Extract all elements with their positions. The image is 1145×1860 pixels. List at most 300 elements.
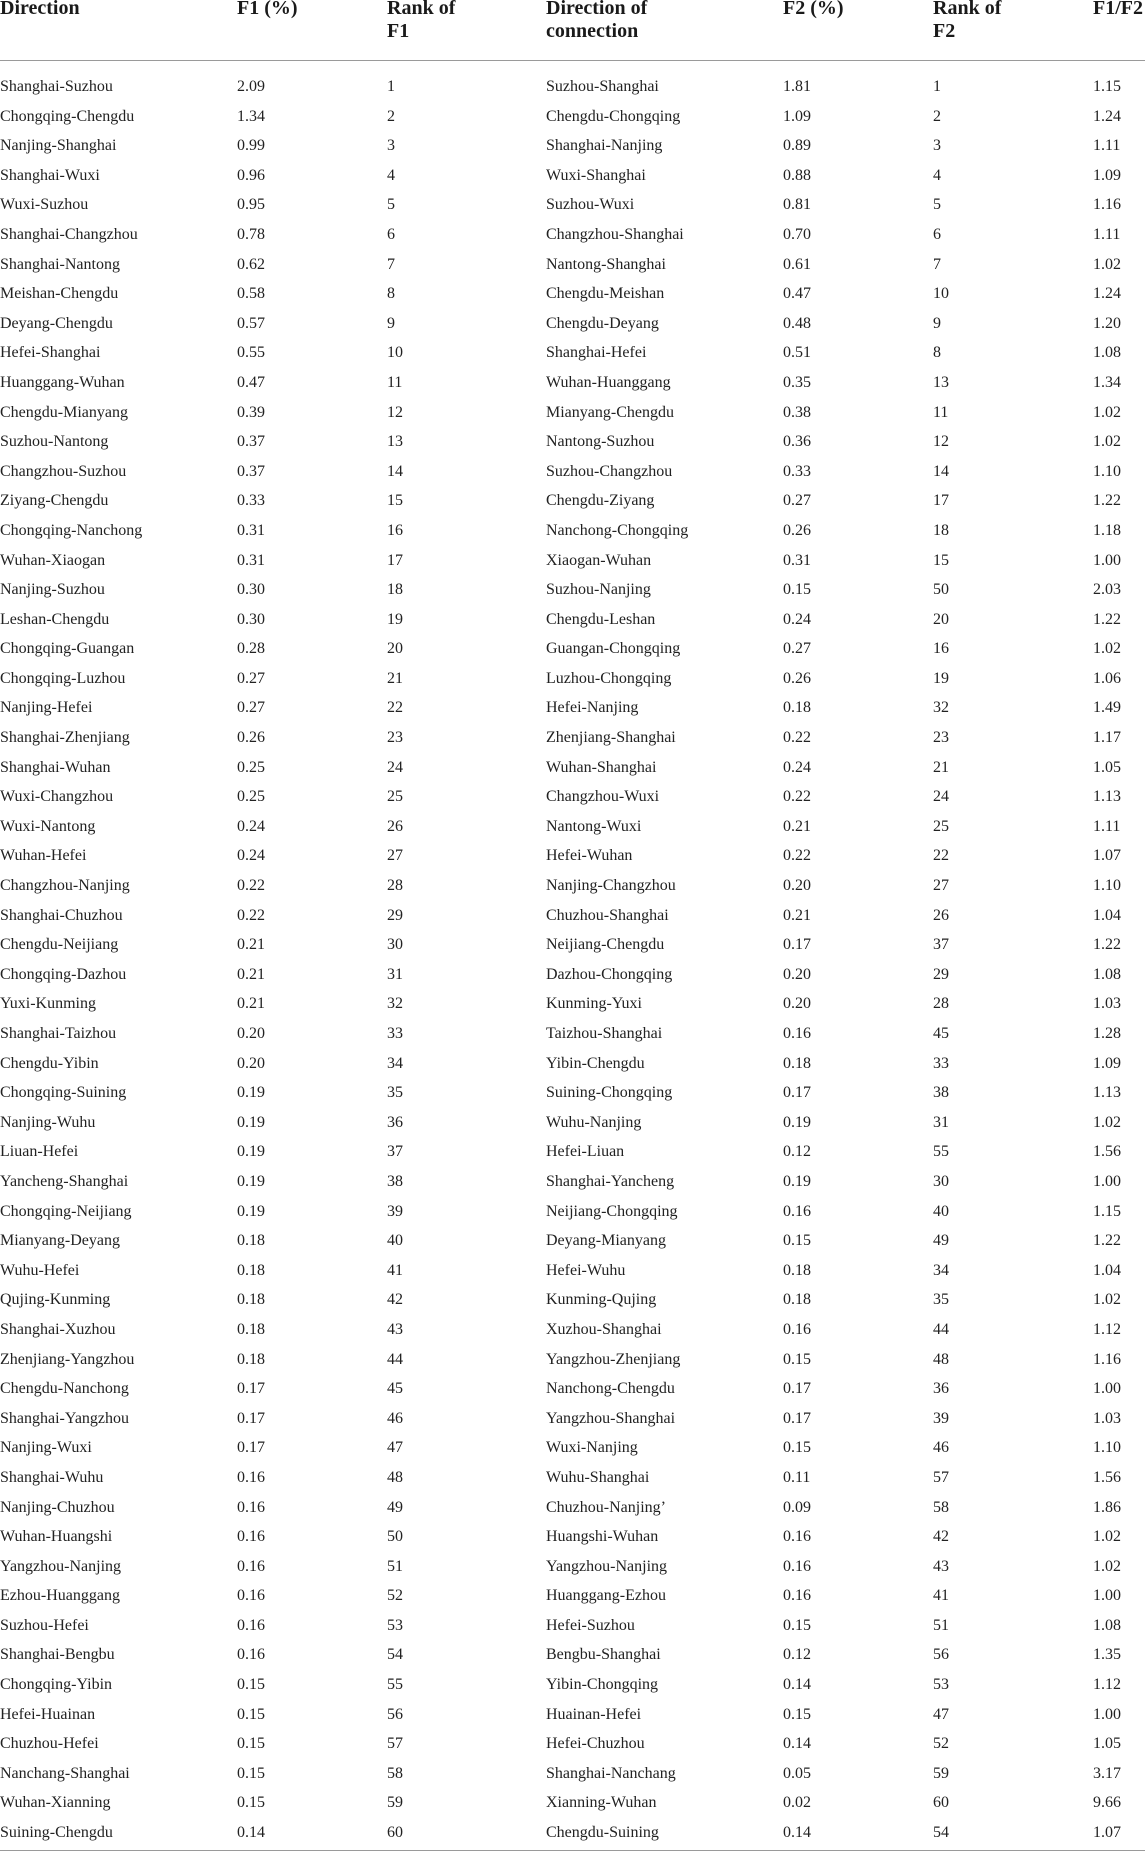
cell-f2: 0.16 — [783, 1587, 811, 1605]
cell-f1: 0.28 — [237, 640, 265, 658]
cell-f1: 0.16 — [237, 1498, 265, 1516]
cell-rank-f1: 31 — [387, 965, 403, 983]
cell-f1: 0.14 — [237, 1824, 265, 1842]
cell-rank-f2: 42 — [933, 1528, 949, 1546]
cell-rank-f1: 9 — [387, 314, 395, 332]
cell-direction: Meishan-Chengdu — [0, 285, 119, 303]
cell-rank-f2: 25 — [933, 817, 949, 835]
cell-rank-f1: 48 — [387, 1468, 403, 1486]
cell-f1-f2: 1.35 — [1093, 1646, 1121, 1664]
cell-direction: Wuhan-Xiaogan — [0, 551, 106, 569]
header-f1-f2: F1/F2 — [1093, 0, 1143, 19]
cell-f2: 0.15 — [783, 1705, 811, 1723]
cell-f1-f2: 1.15 — [1093, 1202, 1121, 1220]
cell-rank-f2: 39 — [933, 1409, 949, 1427]
cell-f1: 0.55 — [237, 344, 265, 362]
cell-direction-connection: Taizhou-Shanghai — [546, 1025, 663, 1042]
table-row — [0, 1019, 1145, 1049]
cell-f1-f2: 1.28 — [1093, 1025, 1121, 1042]
cell-f1-f2: 1.11 — [1093, 137, 1121, 155]
cell-direction: Wuhan-Huangshi — [0, 1528, 113, 1546]
cell-f2: 0.15 — [783, 1350, 811, 1368]
table-row — [0, 1256, 1145, 1286]
cell-f1: 0.27 — [237, 699, 265, 717]
cell-direction-connection: Hefei-Suzhou — [546, 1616, 635, 1634]
cell-f1-f2: 1.02 — [1093, 255, 1121, 273]
cell-rank-f1: 39 — [387, 1202, 403, 1220]
cell-f2: 0.16 — [783, 1202, 811, 1220]
cell-f1-f2: 1.18 — [1093, 521, 1121, 539]
cell-direction-connection: Yibin-Chongqing — [546, 1676, 659, 1694]
cell-direction: Shanghai-Taizhou — [0, 1025, 117, 1042]
cell-f1: 0.39 — [237, 403, 265, 421]
cell-f2: 0.19 — [783, 1113, 811, 1131]
cell-rank-f2: 30 — [933, 1172, 949, 1190]
cell-rank-f2: 48 — [933, 1350, 949, 1368]
cell-rank-f1: 55 — [387, 1676, 403, 1694]
cell-direction: Shanghai-Wuhan — [0, 758, 111, 776]
cell-f1: 0.37 — [237, 462, 265, 480]
cell-f1-f2: 1.56 — [1093, 1468, 1121, 1486]
cell-f2: 0.47 — [783, 285, 811, 303]
cell-rank-f1: 53 — [387, 1616, 403, 1634]
cell-rank-f1: 32 — [387, 995, 403, 1013]
cell-rank-f1: 41 — [387, 1261, 403, 1279]
table-row — [0, 1137, 1145, 1167]
cell-f2: 0.20 — [783, 965, 811, 983]
cell-rank-f1: 17 — [387, 551, 403, 569]
table-bottom-rule — [0, 1850, 1145, 1851]
cell-f1-f2: 1.22 — [1093, 492, 1121, 510]
cell-rank-f2: 51 — [933, 1616, 949, 1634]
table-row — [0, 516, 1145, 546]
cell-direction: Deyang-Chengdu — [0, 314, 113, 332]
cell-f2: 0.05 — [783, 1764, 811, 1782]
cell-f1-f2: 1.09 — [1093, 1054, 1121, 1072]
cell-direction-connection: Nantong-Suzhou — [546, 433, 655, 451]
table-row — [0, 279, 1145, 309]
cell-rank-f1: 26 — [387, 817, 403, 835]
cell-f1-f2: 1.20 — [1093, 314, 1121, 332]
cell-f1-f2: 1.06 — [1093, 669, 1121, 687]
table-row — [0, 930, 1145, 960]
cell-direction-connection: Neijiang-Chongqing — [546, 1202, 678, 1220]
cell-direction: Yangzhou-Nanjing — [0, 1557, 122, 1575]
table-row — [0, 1108, 1145, 1138]
cell-f1: 0.95 — [237, 196, 265, 214]
cell-rank-f1: 42 — [387, 1291, 403, 1309]
table-row — [0, 1729, 1145, 1759]
cell-f1-f2: 1.24 — [1093, 107, 1121, 125]
cell-direction: Shanghai-Xuzhou — [0, 1320, 116, 1338]
table-row — [0, 634, 1145, 664]
cell-f1-f2: 1.00 — [1093, 1172, 1121, 1190]
cell-rank-f2: 38 — [933, 1084, 949, 1102]
cell-f1-f2: 1.15 — [1093, 78, 1121, 95]
table-row — [0, 72, 1145, 102]
cell-f1: 0.57 — [237, 314, 265, 332]
cell-direction-connection: Yangzhou-Shanghai — [546, 1409, 676, 1427]
cell-rank-f2: 28 — [933, 995, 949, 1013]
cell-f1: 0.18 — [237, 1350, 265, 1368]
table-row — [0, 960, 1145, 990]
table-row — [0, 131, 1145, 161]
cell-direction-connection: Dazhou-Chongqing — [546, 965, 673, 983]
cell-rank-f2: 4 — [933, 166, 941, 184]
cell-f2: 0.22 — [783, 788, 811, 806]
cell-direction: Ezhou-Huanggang — [0, 1587, 120, 1605]
cell-f2: 0.89 — [783, 137, 811, 155]
cell-direction-connection: Hefei-Liuan — [546, 1143, 625, 1161]
cell-f1: 0.15 — [237, 1794, 265, 1812]
table-row — [0, 1700, 1145, 1730]
cell-rank-f1: 34 — [387, 1054, 403, 1072]
table-row — [0, 1049, 1145, 1079]
cell-f2: 0.22 — [783, 729, 811, 747]
cell-f1: 0.26 — [237, 729, 265, 747]
cell-f1: 0.22 — [237, 877, 265, 895]
table-row — [0, 250, 1145, 280]
cell-f1: 0.99 — [237, 137, 265, 155]
table-row — [0, 1345, 1145, 1375]
cell-f1: 0.22 — [237, 906, 265, 924]
cell-rank-f1: 20 — [387, 640, 403, 658]
cell-direction-connection: Shanghai-Yancheng — [546, 1172, 675, 1190]
cell-direction-connection: Huangshi-Wuhan — [546, 1528, 659, 1546]
cell-rank-f1: 5 — [387, 196, 395, 214]
cell-f2: 0.15 — [783, 1616, 811, 1634]
cell-direction-connection: Wuhan-Huanggang — [546, 373, 671, 391]
cell-direction: Shanghai-Wuxi — [0, 166, 100, 184]
table-row — [0, 693, 1145, 723]
cell-direction: Shanghai-Nantong — [0, 255, 120, 273]
table-row — [0, 1552, 1145, 1582]
cell-direction: Chongqing-Yibin — [0, 1676, 113, 1694]
cell-f1-f2: 1.08 — [1093, 965, 1121, 983]
cell-f2: 0.36 — [783, 433, 811, 451]
cell-f2: 0.48 — [783, 314, 811, 332]
cell-direction: Ziyang-Chengdu — [0, 492, 109, 510]
cell-rank-f1: 15 — [387, 492, 403, 510]
cell-f2: 0.26 — [783, 521, 811, 539]
cell-rank-f1: 18 — [387, 581, 403, 599]
table-row — [0, 1818, 1145, 1848]
cell-rank-f2: 3 — [933, 137, 941, 155]
cell-rank-f1: 36 — [387, 1113, 403, 1131]
cell-f2: 0.20 — [783, 877, 811, 895]
cell-f1: 0.24 — [237, 817, 265, 835]
cell-rank-f2: 21 — [933, 758, 949, 776]
cell-direction: Shanghai-Yangzhou — [0, 1409, 130, 1427]
cell-direction: Chongqing-Luzhou — [0, 669, 126, 687]
cell-f2: 0.31 — [783, 551, 811, 569]
table-row — [0, 427, 1145, 457]
cell-f1: 0.19 — [237, 1113, 265, 1131]
cell-direction-connection: Chuzhou-Shanghai — [546, 906, 669, 924]
table-row — [0, 309, 1145, 339]
cell-rank-f2: 6 — [933, 225, 941, 243]
cell-direction-connection: Hefei-Wuhan — [546, 847, 633, 865]
table-row — [0, 1167, 1145, 1197]
cell-f2: 0.14 — [783, 1824, 811, 1842]
cell-direction: Changzhou-Nanjing — [0, 877, 130, 895]
cell-f1: 0.30 — [237, 610, 265, 628]
cell-direction: Shanghai-Chuzhou — [0, 906, 123, 924]
cell-rank-f2: 41 — [933, 1587, 949, 1605]
cell-f2: 0.18 — [783, 1261, 811, 1279]
cell-direction: Suzhou-Nantong — [0, 433, 109, 451]
cell-f1: 0.20 — [237, 1025, 265, 1042]
cell-direction: Wuhan-Xianning — [0, 1794, 111, 1812]
cell-rank-f2: 34 — [933, 1261, 949, 1279]
cell-f2: 0.14 — [783, 1735, 811, 1753]
cell-rank-f2: 47 — [933, 1705, 949, 1723]
cell-direction: Shanghai-Zhenjiang — [0, 729, 130, 747]
table-row — [0, 901, 1145, 931]
cell-rank-f2: 20 — [933, 610, 949, 628]
cell-f2: 0.16 — [783, 1557, 811, 1575]
cell-rank-f2: 44 — [933, 1320, 949, 1338]
cell-direction: Chengdu-Yibin — [0, 1054, 99, 1072]
cell-f1-f2: 1.16 — [1093, 1350, 1121, 1368]
cell-f1-f2: 1.00 — [1093, 1380, 1121, 1398]
cell-rank-f1: 27 — [387, 847, 403, 865]
cell-f1: 0.19 — [237, 1202, 265, 1220]
cell-direction: Wuxi-Nantong — [0, 817, 96, 835]
cell-f2: 0.16 — [783, 1320, 811, 1338]
table-row — [0, 1404, 1145, 1434]
cell-f1: 0.31 — [237, 551, 265, 569]
cell-f1: 0.15 — [237, 1764, 265, 1782]
cell-rank-f2: 29 — [933, 965, 949, 983]
cell-f1: 0.15 — [237, 1676, 265, 1694]
cell-f1: 0.17 — [237, 1380, 265, 1398]
header-f1: F1 (%) — [237, 0, 298, 19]
cell-direction: Hefei-Shanghai — [0, 344, 101, 362]
cell-rank-f2: 11 — [933, 403, 949, 421]
cell-f2: 0.22 — [783, 847, 811, 865]
cell-rank-f1: 12 — [387, 403, 403, 421]
cell-rank-f2: 10 — [933, 285, 949, 303]
cell-rank-f1: 10 — [387, 344, 403, 362]
table-row — [0, 220, 1145, 250]
cell-f1-f2: 1.86 — [1093, 1498, 1121, 1516]
cell-direction: Shanghai-Changzhou — [0, 225, 138, 243]
cell-rank-f2: 14 — [933, 462, 949, 480]
cell-rank-f2: 55 — [933, 1143, 949, 1161]
cell-rank-f2: 43 — [933, 1557, 949, 1575]
cell-f1: 0.21 — [237, 936, 265, 954]
cell-f2: 0.35 — [783, 373, 811, 391]
cell-f1: 1.34 — [237, 107, 265, 125]
cell-rank-f1: 4 — [387, 166, 395, 184]
cell-rank-f2: 15 — [933, 551, 949, 569]
cell-f1: 0.24 — [237, 847, 265, 865]
header-f2: F2 (%) — [783, 0, 844, 19]
cell-f2: 0.17 — [783, 936, 811, 954]
cell-direction-connection: Guangan-Chongqing — [546, 640, 681, 658]
cell-direction: Wuxi-Changzhou — [0, 788, 114, 806]
header-rank-f2: Rank of F2 — [933, 0, 1002, 42]
cell-f2: 0.12 — [783, 1646, 811, 1664]
cell-f1: 0.58 — [237, 285, 265, 303]
cell-direction: Chongqing-Guangan — [0, 640, 135, 658]
cell-f1: 0.25 — [237, 788, 265, 806]
cell-direction-connection: Kunming-Qujing — [546, 1291, 657, 1309]
cell-f2: 0.16 — [783, 1025, 811, 1042]
cell-rank-f2: 50 — [933, 581, 949, 599]
cell-rank-f2: 60 — [933, 1794, 949, 1812]
cell-direction-connection: Bengbu-Shanghai — [546, 1646, 661, 1664]
cell-direction: Changzhou-Suzhou — [0, 462, 127, 480]
cell-rank-f2: 49 — [933, 1232, 949, 1250]
cell-f1: 0.16 — [237, 1528, 265, 1546]
cell-f2: 0.15 — [783, 581, 811, 599]
cell-rank-f1: 11 — [387, 373, 403, 391]
cell-f1-f2: 1.00 — [1093, 1587, 1121, 1605]
cell-f1: 0.16 — [237, 1587, 265, 1605]
cell-f1: 0.62 — [237, 255, 265, 273]
cell-rank-f2: 52 — [933, 1735, 949, 1753]
cell-direction-connection: Deyang-Mianyang — [546, 1232, 666, 1250]
cell-rank-f1: 49 — [387, 1498, 403, 1516]
cell-direction: Nanjing-Wuhu — [0, 1113, 96, 1131]
cell-direction-connection: Shanghai-Nanchang — [546, 1764, 676, 1782]
cell-direction-connection: Kunming-Yuxi — [546, 995, 642, 1013]
cell-f1: 0.18 — [237, 1261, 265, 1279]
cell-f2: 0.17 — [783, 1380, 811, 1398]
table-row — [0, 1670, 1145, 1700]
cell-rank-f1: 16 — [387, 521, 403, 539]
cell-direction-connection: Xiaogan-Wuhan — [546, 551, 652, 569]
table-row — [0, 1433, 1145, 1463]
cell-direction: Chongqing-Neijiang — [0, 1202, 132, 1220]
table-row — [0, 723, 1145, 753]
cell-direction: Wuhu-Hefei — [0, 1261, 80, 1279]
cell-f1: 0.18 — [237, 1232, 265, 1250]
table-row — [0, 1226, 1145, 1256]
cell-f1-f2: 1.13 — [1093, 1084, 1121, 1102]
table-row — [0, 457, 1145, 487]
cell-rank-f2: 35 — [933, 1291, 949, 1309]
table-row — [0, 1493, 1145, 1523]
cell-f2: 0.51 — [783, 344, 811, 362]
cell-direction: Liuan-Hefei — [0, 1143, 79, 1161]
cell-f2: 0.18 — [783, 1291, 811, 1309]
cell-direction-connection: Wuxi-Nanjing — [546, 1439, 638, 1457]
cell-f1: 0.18 — [237, 1291, 265, 1309]
cell-direction-connection: Wuxi-Shanghai — [546, 166, 646, 184]
table-row — [0, 812, 1145, 842]
cell-rank-f2: 27 — [933, 877, 949, 895]
cell-f2: 0.18 — [783, 699, 811, 717]
table-row — [0, 190, 1145, 220]
cell-f1-f2: 1.11 — [1093, 817, 1121, 835]
cell-f1-f2: 1.12 — [1093, 1676, 1121, 1694]
cell-f1-f2: 1.05 — [1093, 1735, 1121, 1753]
cell-f1-f2: 1.07 — [1093, 1824, 1121, 1842]
cell-f1: 0.19 — [237, 1172, 265, 1190]
cell-rank-f2: 17 — [933, 492, 949, 510]
cell-direction-connection: Wuhan-Shanghai — [546, 758, 657, 776]
cell-rank-f2: 9 — [933, 314, 941, 332]
cell-f2: 0.16 — [783, 1528, 811, 1546]
cell-rank-f1: 35 — [387, 1084, 403, 1102]
cell-f1: 0.16 — [237, 1616, 265, 1634]
cell-f1: 0.27 — [237, 669, 265, 687]
cell-f2: 0.38 — [783, 403, 811, 421]
table-row — [0, 782, 1145, 812]
cell-f1-f2: 1.02 — [1093, 640, 1121, 658]
cell-rank-f1: 2 — [387, 107, 395, 125]
cell-direction-connection: Chengdu-Suining — [546, 1824, 659, 1842]
cell-f1-f2: 1.34 — [1093, 373, 1121, 391]
cell-rank-f1: 37 — [387, 1143, 403, 1161]
cell-f1-f2: 1.02 — [1093, 1528, 1121, 1546]
cell-direction: Shanghai-Suzhou — [0, 78, 113, 95]
cell-rank-f1: 58 — [387, 1764, 403, 1782]
cell-f1-f2: 1.09 — [1093, 166, 1121, 184]
cell-rank-f1: 56 — [387, 1705, 403, 1723]
cell-rank-f1: 59 — [387, 1794, 403, 1812]
cell-rank-f2: 56 — [933, 1646, 949, 1664]
cell-f1-f2: 1.22 — [1093, 936, 1121, 954]
cell-rank-f1: 60 — [387, 1824, 403, 1842]
cell-f2: 0.17 — [783, 1084, 811, 1102]
cell-f1-f2: 1.02 — [1093, 1113, 1121, 1131]
cell-f1: 0.20 — [237, 1054, 265, 1072]
table-row — [0, 161, 1145, 191]
cell-rank-f1: 24 — [387, 758, 403, 776]
cell-rank-f2: 40 — [933, 1202, 949, 1220]
cell-direction-connection: Nanchong-Chengdu — [546, 1380, 675, 1398]
cell-rank-f1: 46 — [387, 1409, 403, 1427]
cell-f1-f2: 1.05 — [1093, 758, 1121, 776]
cell-rank-f1: 19 — [387, 610, 403, 628]
cell-f2: 0.21 — [783, 906, 811, 924]
cell-f1-f2: 1.13 — [1093, 788, 1121, 806]
cell-direction-connection: Suining-Chongqing — [546, 1084, 673, 1102]
cell-f1: 0.15 — [237, 1705, 265, 1723]
cell-direction: Chongqing-Nanchong — [0, 521, 143, 539]
cell-direction-connection: Suzhou-Wuxi — [546, 196, 635, 214]
cell-rank-f1: 45 — [387, 1380, 403, 1398]
table-row — [0, 1315, 1145, 1345]
cell-direction-connection: Suzhou-Nanjing — [546, 581, 651, 599]
cell-f1: 0.21 — [237, 995, 265, 1013]
cell-f2: 0.26 — [783, 669, 811, 687]
cell-direction: Qujing-Kunming — [0, 1291, 111, 1309]
cell-f2: 0.21 — [783, 817, 811, 835]
cell-f2: 0.12 — [783, 1143, 811, 1161]
cell-f1-f2: 1.10 — [1093, 462, 1121, 480]
cell-f1: 2.09 — [237, 78, 265, 95]
cell-direction: Chengdu-Nanchong — [0, 1380, 129, 1398]
cell-f1: 0.17 — [237, 1409, 265, 1427]
cell-f2: 0.18 — [783, 1054, 811, 1072]
cell-f2: 0.14 — [783, 1676, 811, 1694]
cell-rank-f2: 37 — [933, 936, 949, 954]
cell-rank-f1: 33 — [387, 1025, 403, 1042]
cell-direction-connection: Nantong-Shanghai — [546, 255, 666, 273]
table-row — [0, 753, 1145, 783]
cell-rank-f2: 23 — [933, 729, 949, 747]
cell-rank-f2: 22 — [933, 847, 949, 865]
cell-f2: 1.81 — [783, 78, 811, 95]
cell-direction-connection: Mianyang-Chengdu — [546, 403, 674, 421]
cell-f1: 0.17 — [237, 1439, 265, 1457]
cell-direction-connection: Chuzhou-Nanjing’ — [546, 1498, 666, 1516]
